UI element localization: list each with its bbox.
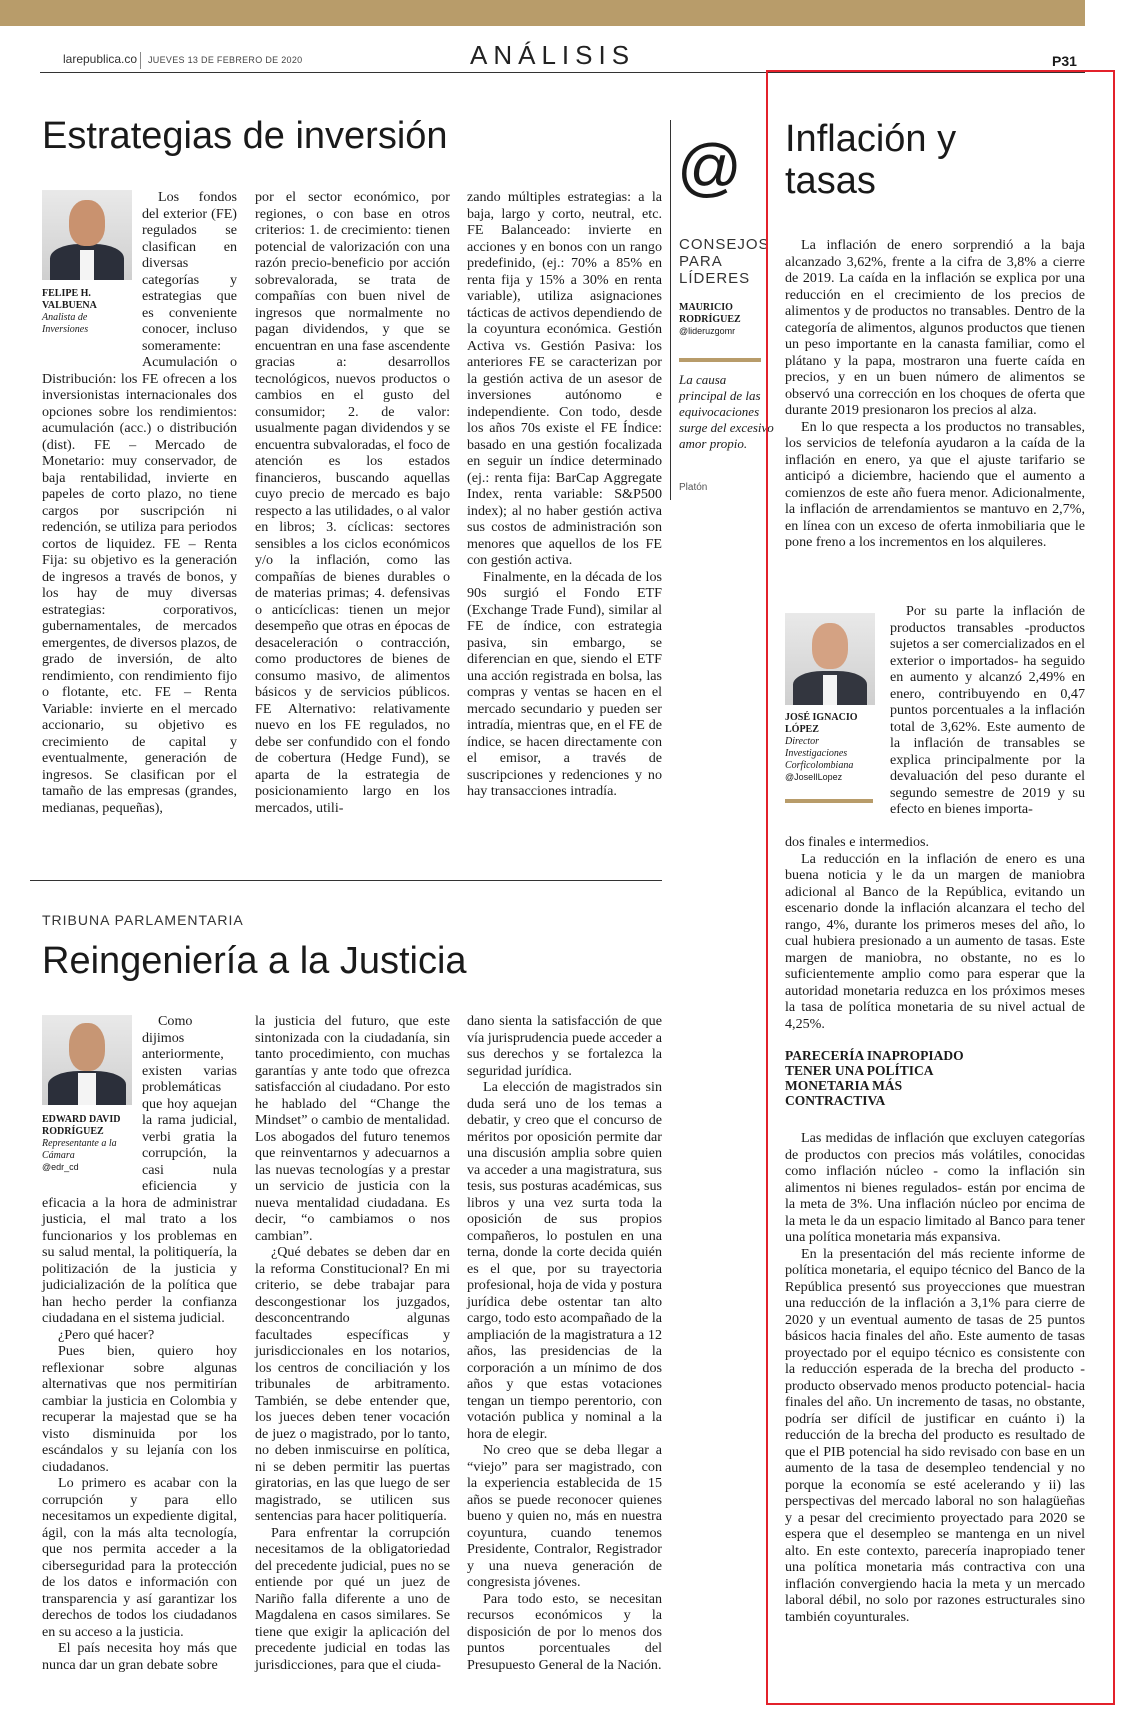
sidebar-left-rule [670,120,671,500]
article-title-estrategias: Estrategias de inversión [42,115,448,157]
paragraph: No creo que se deba llegar a “viejo” para ser magistrado, con la experiencia establecida de 15 años se puede reconocer quienes bueno y quien no, más en nuestra coyuntura, cuando tenemos Presidente, Contralor, Registrador y una nueva generación de congresista jóvenes. [467,1442,662,1590]
site-name[interactable]: larepublica.co [63,52,138,66]
article1-col1 [42,189,237,816]
paragraph: Por su parte la inflación de productos transables -productos sujetos a ser comercializados en el exterior o importados- ha seguido en aumento y alcanzó 2,49% en enero, contribuyendo en 0,47 puntos porcentuales a la inflación total de 3,62%. Este aumento de la inflación de transables se explica principalmente por la devaluación del peso durante el segundo semestre de 2019 y su efecto en bienes importa- [890,603,1085,817]
author-role: Representante a la Cámara [42,1138,117,1161]
article3-bottom [785,1130,1085,1625]
author-name: EDWARD DAVID RODRÍGUEZ [42,1114,121,1137]
author-handle: @JoseIlLopez [785,772,843,782]
quote-source: Platón [679,482,708,493]
author-name: JOSÉ IGNACIO LÓPEZ [785,712,858,735]
issue-date: JUEVES 13 DE FEBRERO DE 2020 [148,55,303,65]
kicker-tribuna: TRIBUNA PARLAMENTARIA [42,912,244,928]
article3-beside [890,603,1085,818]
article-title-inflacion: Inflación y tasas [785,118,957,202]
paragraph: La elección de magistrados sin duda será uno de los temas a debatir, y creo que el concurso de méritos por oposición permite dar una discusión amplia sobre quien va acceder a una magistratura, sus tesis, sus posturas académicas, sus libros y una vez surta toda la oposición de sus propios compañeros, lo postulen en una terna, donde la corte decida quién es el que, por su trayectoria profesional, hoja de vida y postura jurídica debe ostentar tan alto cargo, todo esto acompañado de la ampliación de la magistratura a 12 años, las presidencias de la corporación a un mínimo de dos años y que estas votaciones tengan un tiempo perentorio, con votación publica y nominal a la hora de elegir. [467,1079,662,1442]
consejos-author [679,302,769,336]
paragraph: por el sector económico, por regiones, o con base en otros criterios: 1. de crecimiento: tienen potencial de valorización con una razón precio-beneficio por acción sobrevalorada, se trata de compañías con buen nivel de ingresos que normalmente no pagan dividendos, y que se encuentran en una fase ascendente gracias a: desarrollos tecnológicos, nuevos productos o cambios en el gusto del consumidor; 2. de valor: usualmente pagan dividendos y se encuentra subvaloradas, el foco de atención es los estados financieros, buscando aquellas cuyo precio de mercado es bajo respecto a las utilidades, o al valor en libros; 3. cíclicas: sectores sensibles a los ciclos económicos y/o la inflación, como las compañías de bienes durables o de materias primas; 4. defensivas o anticíclicas: tienen un mejor desempeño que otras en épocas de desaceleración o contracción, como productores de bienes de consumo masivo, de alimentos básicos y de servicios públicos. FE Alternativo: relativamente nuevo en los FE regulados, no debe ser confundido con el fondo de cobertura (Hedge Fund), se aparta de la estrategia de posicionamiento largo en los mercados, utili- [255,189,450,816]
consejos-label: CONSEJOS PARA LÍDERES [679,236,770,287]
author-handle: @lideruzgomr [679,326,736,336]
consejos-divider [679,358,761,362]
article1-col2 [255,189,450,816]
author-lopez-divider [785,799,873,803]
paragraph: Para enfrentar la corrupción necesitamos de la obligatoriedad del precedente judicial, pues no se entiende por qué un juez de Nariño falla diferente a uno de Magdalena en casos similares. Se tiene que exigir la aplicación del precedente judicial en todas las jurisdicciones, para que el ciuda- [255,1524,450,1673]
author-lopez [785,712,880,782]
paragraph: Los fondos del exterior (FE) regulados se clasifican en diversas categorías y estrategias que es conveniente conocer, incluso someramente: Acumulación o Distribución: los FE ofrecen a los inversionistas internacionales dos opciones sobre los rendimientos: acumulación (acc.) o distribución (dist). FE – Mercado de Monetario: muy conservador, de baja rentabilidad, invierte en papeles de corto plazo, no tiene cargos por suscripción ni redención, se utiliza para periodos cortos de liquidez. FE – Renta Fija: su objetivo es la generación de ingresos a través de bonos, y los hay de muy diversas estrategias: corporativos, gubernamentales, de mercados emergentes, de diversos plazos, de grado de inversión, de alto rendimiento, con rendimiento fijo o flotante, etc. FE – Renta Variable: invierte en el mercado accionario, su objetivo es crecimiento de capital y eventualmente, generación de ingresos. Se clasifican por el tamaño de las empresas (grandes, medianas, pequeñas), [42,189,237,816]
paragraph: ¿Pero qué hacer? [58,1326,155,1343]
at-icon: @ [677,131,742,203]
article3-mid [785,834,1085,1032]
paragraph: dano sienta la satisfacción de que vía jurisprudencia puede acceder a sus derechos y se fortalezca la seguridad jurídica. [467,1013,662,1079]
author-role: Analista de Inversiones [42,312,89,335]
paragraph: En lo que respecta a los productos no transables, los servicios de telefonía ayudaron a la caída de la inflación en enero, ya que el ajuste tarifario se anticipó a diciembre, haciendo que el aumento a comienzos de este año fuera menor. Adicionalmente, la inflación de arrendamientos se mantuvo en 2,7%, en línea con un exceso de oferta inmobiliaria que le pone freno a los incrementos en los alquileres. [785,418,1085,550]
author-handle: @edr_cd [42,1162,79,1172]
paragraph: Pues bien, quiero hoy reflexionar sobre algunas alternativas que nos permitirían cambiar la justicia en Colombia y recuperar la majestad que se ha visto disminuida por los escándalos y su lejanía con los ciudadanos. [42,1343,237,1475]
paragraph: Finalmente, en la década de los 90s surgió el Fondo ETF (Exchange Trade Fund), similar al FE de índice, con estrategia pasiva, sin embargo, se diferencian en que, siendo el ETF una acción registrada en bolsa, las compras y ventas se hacen en el mercado secundario y pueden ser intradía, mientras que, en el FE de índice, se hacen directamente con el emisor, a través de suscripciones y redenciones y no hay transacciones intradía. [467,568,662,799]
article-separator [30,880,662,881]
leadership-quote: La causa principal de las equivocaciones surge del excesivo amor propio. [679,372,774,451]
paragraph: Como dijimos anteriormente, existen varias problemáticas que hoy aquejan la rama judicial, verbi gratia la corrupción, la casi nula eficiencia y eficacia a la hora de administrar justicia, el mal trato a los funcionarios y los problemas en su salud mental, la politiquería, la politización de la justicia y judicialización de la política que han hecho perder la confianza ciudadana en el sistema judicial. [42,1013,237,1326]
paragraph: la justicia del futuro, que este sintonizada con la ciudadanía, sin tanto procedimiento, con muchas garantías y ante todo que ofrezca satisfacción al ciudadano. Por esto he hablado del “Change the Mindset” o cambio de mentalidad. Los abogados del futuro tenemos que reinventarnos y adecuarnos a las nuevas tecnologías y a prestar un servicio de justicia con la nueva mentalidad ciudadana. Es decir, “o cambiamos o nos cambian”. [255,1013,450,1244]
section-title: ANÁLISIS [470,40,636,70]
paragraph: El país necesita hoy más que nunca dar un gran debate sobre [42,1640,237,1673]
paragraph: La inflación de enero sorprendió a la baja alcanzado 3,62%, frente a la cifra de 3,8% a cierre de 2019. La caída en la inflación se explica por una reducción en el crecimiento de los precios de alimentos y de productos no transables. Dentro de la categoría de alimentos, algunos productos que tienen un peso importante en la canasta familiar, como el plátano y la papa, mostraron una fuerte caída en precios, y en un buen número de alimentos se observó una corrección en los choques de oferta que durante 2019 presionaron los precios al alza. [785,237,1085,418]
author-name: FELIPE H. VALBUENA [42,288,97,311]
article1-col3 [467,189,662,800]
author-role: Director Investigaciones Corficolombiana [785,736,854,771]
author-photo-lopez [785,613,875,705]
article2-col2 [255,1013,450,1673]
paragraph: La reducción en la inflación de enero es una buena noticia y le da un margen de maniobra adicional al Banco de la República, evitando un escenario donde la inflación alcanzara el techo del rango, 4%, durante los primeros meses del año, lo cual hubiera presionado a un aumento de tasas. Este margen de maniobra, no obstante, no es lo suficientemente amplio como para esperar que la autoridad monetaria reduzca en los próximos meses la tasa de política monetaria de su nivel actual de 4,25%. [785,850,1085,1032]
subheading: PARECERÍA INAPROPIADO TENER UNA POLÍTICA MONETARIA MÁS CONTRACTIVA [785,1048,964,1108]
paragraph: En la presentación del más reciente informe de política monetaria, el equipo técnico del Banco de la República presentó sus proyecciones que muestran una reducción de la inflación a 3,1% para cierre de 2020 y un eventual aumento de tasas de 25 puntos básicos hacia finales del año. Este aumento de tasas proyectado por el equipo técnico es consistente con la reducción esperada de la brecha del producto -producto observado menos producto potencial- hacia finales del año. Un incremento de tasas, no obstante, podría ser difícil de justificar en cuánto i) la reducción de la brecha del producto es resultado de que el PIB potencial ha sido revisado con base en un aumento de la tasa de desempleo tendencial y no porque la economía se esté acelerando y ii) las perspectivas del mercado laboral no son halagüeñas y a pesar del crecimiento proyectado para 2020 se espera que el desempleo se mantenga en un nivel alto. En este contexto, parecería inapropiado tener una política monetaria más contractiva con una inflación convergiendo hacia la meta y un mercado laboral débil, no solo por razones estructurales sino también coyunturales. [785,1245,1085,1625]
article-title-reingenieria: Reingeniería a la Justicia [42,940,467,982]
article2-col1 [42,1013,237,1673]
top-gold-bar [0,0,1085,26]
header-divider [140,52,141,69]
author-name: MAURICIO RODRÍGUEZ [679,302,741,325]
article2-col3 [467,1013,662,1673]
paragraph: zando múltiples estrategias: a la baja, largo y corto, neutral, etc. FE Balanceado: invierte en acciones y en bonos con un rango predefinido, (ej.: 70% a 85% en renta fija y 15% a 30% en renta variable), utiliza asignaciones tácticas de activos dependiendo de la coyuntura económica. Gestión Activa vs. Gestión Pasiva: los anteriores FE se caracterizan por la gestión activa de un asesor de inversiones autónomo e independiente. Con todo, desde los años 70s existe el FE Índice: basado en una gestión focalizada en seguir un índice determinado (ej.: renta fija: BarCap Aggregate Index, renta variable: S&P500 index); al no haber gestión activa sus costos de administración son menores que aquellos de los FE con gestión activa. [467,189,662,568]
page-number: P31 [1052,53,1077,69]
paragraph: Las medidas de inflación que excluyen categorías de productos con precios más volátiles, conocidas como inflación núcleo - como la inflación sin alimentos ni bienes regulados- están por encima de la meta de 3%. Una inflación núcleo por encima de la meta le da un espacio limitado al Banco para tener una política monetaria más expansiva. [785,1130,1085,1245]
paragraph: dos finales e intermedios. [785,834,930,850]
paragraph: Lo primero es acabar con la corrupción y para ello necesitamos un expediente digital, ágil, con la más alta tecnología, que nos permita acceder a la ciberseguridad para la protección de los datos e información con transparencia y así garantizar los derechos de todos los ciudadanos en su acceso a la justicia. [42,1475,237,1640]
paragraph: ¿Qué debates se deben dar en la reforma Constitucional? En mi criterio, se debe trabajar para descongestionar los juzgados, desconcentrando algunas facultades específicas y jurisdiccionales en los notarios, los centros de conciliación y los tribunales de arbitramento. También, se debe entender que, los jueces deben tener vocación de juez o magistrado, por lo tanto, no deben inmiscuirse en política, ni se deben permitir las puertas giratorias, en las que luego de ser magistrado, se utilicen sus sentencias para hacer politiquería. [255,1244,450,1524]
paragraph: Para todo esto, se necesitan recursos económicos y la disposición de por lo menos dos puntos porcentuales del Presupuesto General de la Nación. [467,1590,662,1673]
article3-top [785,237,1085,551]
